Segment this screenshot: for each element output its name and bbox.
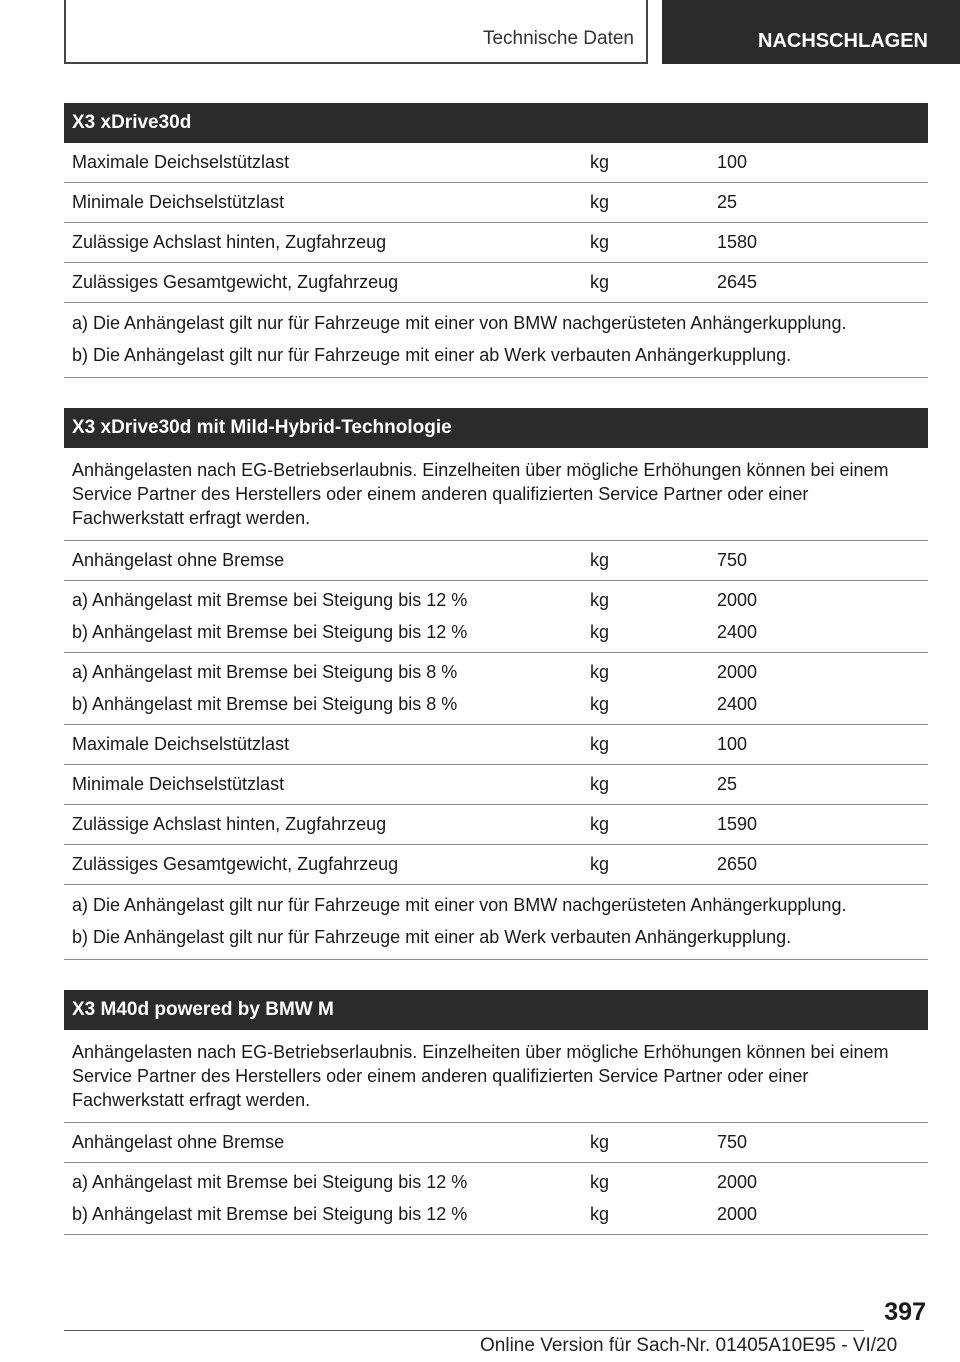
spec-value: 2000 [717, 1172, 758, 1192]
table-line [64, 732, 928, 757]
spec-label: Anhängelast ohne Bremse [72, 550, 285, 570]
table-line [64, 692, 928, 717]
table-line [64, 660, 928, 685]
spec-value: 2000 [717, 662, 758, 682]
spec-label: b) Anhängelast mit Bremse bei Steigung bis 12 % [72, 1204, 468, 1224]
section-title: X3 M40d powered by BMW M [64, 990, 928, 1030]
spec-label: Zulässiges Gesamtgewicht, Zugfahrzeug [72, 272, 399, 292]
table-row-lines [64, 150, 928, 175]
spec-unit: kg [590, 192, 610, 212]
spec-label: Zulässiges Gesamtgewicht, Zugfahrzeug [72, 854, 399, 874]
table-row [64, 653, 928, 725]
footer-online-version: Online Version für Sach-Nr. 01405A10E95 - VI/20 [480, 1335, 898, 1356]
table-line [64, 548, 928, 573]
spec-value: 2000 [717, 1204, 758, 1224]
spec-label: Maximale Deichselstützlast [72, 152, 290, 172]
header-tab-label: Technische Daten [482, 28, 634, 49]
spec-section [64, 408, 928, 960]
table-row [64, 765, 928, 805]
spec-value: 25 [717, 192, 738, 212]
spec-value: 750 [717, 1132, 748, 1152]
spec-unit: kg [590, 590, 610, 610]
spec-label: a) Anhängelast mit Bremse bei Steigung bis 12 % [72, 1172, 468, 1192]
footer-divider [64, 1330, 864, 1331]
footnote: b) Die Anhängelast gilt nur für Fahrzeuge mit einer ab Werk verbauten Anhängerkupplung. [72, 927, 792, 947]
table-row-lines [64, 588, 928, 645]
table-row [64, 143, 928, 183]
spec-unit: kg [590, 622, 610, 642]
spec-value: 100 [717, 152, 748, 172]
table-line [64, 150, 928, 175]
spec-value: 2645 [717, 272, 758, 292]
table-line [64, 772, 928, 797]
spec-unit: kg [590, 734, 610, 754]
spec-unit: kg [590, 694, 610, 714]
spec-label: Zulässige Achslast hinten, Zugfahrzeug [72, 232, 387, 252]
spec-unit: kg [590, 1132, 610, 1152]
table-row-lines [64, 230, 928, 255]
table-row [64, 845, 928, 885]
spec-label: b) Anhängelast mit Bremse bei Steigung bis 12 % [72, 622, 468, 642]
spec-label: Anhängelast ohne Bremse [72, 1132, 285, 1152]
header-section-label: NACHSCHLAGEN [662, 0, 960, 64]
spec-label: Minimale Deichselstützlast [72, 774, 285, 794]
section-title: X3 xDrive30d [64, 103, 928, 143]
table-row-lines [64, 548, 928, 573]
spec-value: 1580 [717, 232, 758, 252]
spec-unit: kg [590, 152, 610, 172]
spec-value: 2400 [717, 694, 758, 714]
table-row [64, 223, 928, 263]
section-notes [64, 885, 928, 960]
spec-unit: kg [590, 662, 610, 682]
table-row [64, 1123, 928, 1163]
table-row-lines [64, 1130, 928, 1155]
table-row [64, 263, 928, 303]
table-line [64, 270, 928, 295]
table-line [64, 1170, 928, 1195]
spec-unit: kg [590, 550, 610, 570]
table-row-lines [64, 660, 928, 717]
spec-unit: kg [590, 1172, 610, 1192]
spec-label: Minimale Deichselstützlast [72, 192, 285, 212]
table-line [64, 1130, 928, 1155]
page-number: 397 [884, 1298, 926, 1326]
spec-content [64, 103, 928, 1265]
spec-value: 2000 [717, 590, 758, 610]
spec-value: 25 [717, 774, 738, 794]
spec-value: 2400 [717, 622, 758, 642]
spec-unit: kg [590, 1204, 610, 1224]
table-line [64, 812, 928, 837]
table-row-lines [64, 852, 928, 877]
section-intro: Anhängelasten nach EG-Betriebserlaubnis. Einzelheiten über mögliche Erhöhungen können bei einem Service Partner des Herstellers oder einem anderen qualifizierten Service Partner oder einer Fachwerkstatt erfragt werden. [64, 1030, 928, 1123]
spec-value: 750 [717, 550, 748, 570]
table-row [64, 541, 928, 581]
section-intro: Anhängelasten nach EG-Betriebserlaubnis. Einzelheiten über mögliche Erhöhungen können bei einem Service Partner des Herstellers oder einem anderen qualifizierten Service Partner oder einer Fachwerkstatt erfragt werden. [64, 448, 928, 541]
spec-section [64, 990, 928, 1235]
table-row-lines [64, 732, 928, 757]
spec-label: a) Anhängelast mit Bremse bei Steigung bis 12 % [72, 590, 468, 610]
spec-label: a) Anhängelast mit Bremse bei Steigung bis 8 % [72, 662, 458, 682]
table-line [64, 230, 928, 255]
spec-label: Zulässige Achslast hinten, Zugfahrzeug [72, 814, 387, 834]
table-line [64, 190, 928, 215]
table-row-lines [64, 772, 928, 797]
header-tab-box [64, 0, 648, 64]
spec-unit: kg [590, 272, 610, 292]
table-row-lines [64, 190, 928, 215]
spec-unit: kg [590, 854, 610, 874]
footnote: a) Die Anhängelast gilt nur für Fahrzeuge mit einer von BMW nachgerüsteten Anhängerkupplung. [72, 313, 847, 333]
table-row [64, 805, 928, 845]
table-row [64, 725, 928, 765]
spec-value: 1590 [717, 814, 758, 834]
section-title: X3 xDrive30d mit Mild-Hybrid-Technologie [64, 408, 928, 448]
table-row [64, 1163, 928, 1235]
footnote: b) Die Anhängelast gilt nur für Fahrzeuge mit einer ab Werk verbauten Anhängerkupplung. [72, 345, 792, 365]
table-line [64, 852, 928, 877]
spec-value: 2650 [717, 854, 758, 874]
spec-section [64, 103, 928, 378]
table-line [64, 1202, 928, 1227]
spec-unit: kg [590, 232, 610, 252]
spec-value: 100 [717, 734, 748, 754]
table-row-lines [64, 270, 928, 295]
table-row-lines [64, 1170, 928, 1227]
spec-unit: kg [590, 774, 610, 794]
table-row [64, 581, 928, 653]
spec-unit: kg [590, 814, 610, 834]
table-line [64, 620, 928, 645]
footnote: a) Die Anhängelast gilt nur für Fahrzeuge mit einer von BMW nachgerüsteten Anhängerkupplung. [72, 895, 847, 915]
table-row [64, 183, 928, 223]
section-notes [64, 303, 928, 378]
spec-label: b) Anhängelast mit Bremse bei Steigung bis 8 % [72, 694, 458, 714]
table-row-lines [64, 812, 928, 837]
table-line [64, 588, 928, 613]
spec-label: Maximale Deichselstützlast [72, 734, 290, 754]
